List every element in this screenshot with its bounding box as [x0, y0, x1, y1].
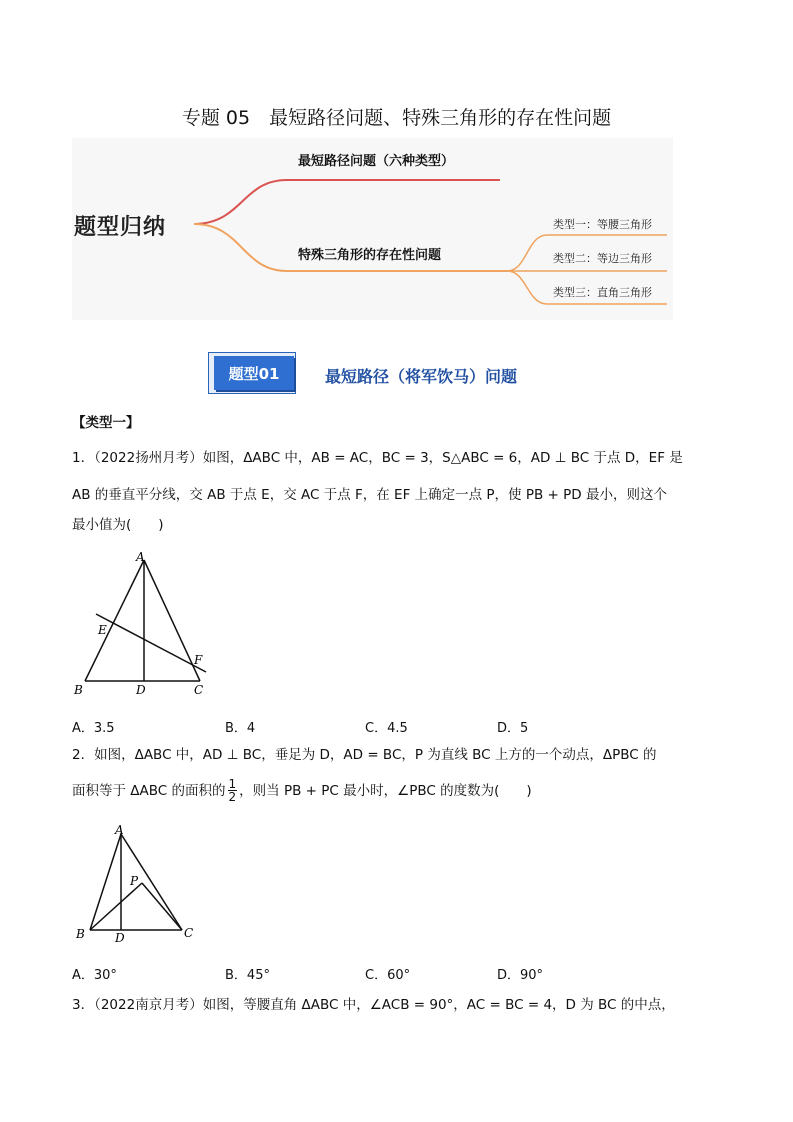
q1-label-d: D	[136, 683, 146, 697]
q2-fraction	[228, 778, 238, 803]
mindmap	[72, 138, 673, 320]
q2-choices	[0, 964, 793, 984]
q1-label-e: E	[98, 623, 107, 637]
q2-choice-d[interactable]: D．90°	[497, 968, 544, 983]
q1-side-ab	[85, 560, 144, 681]
q1-choice-b[interactable]: B．4	[225, 721, 256, 736]
q2-choice-c[interactable]: C．60°	[365, 968, 411, 983]
q2-line2-part-b: ，则当 PB + PC 最小时，∠PBC 的度数为( )	[239, 782, 532, 799]
q2-line1: 2．如图，ΔABC 中，AD ⊥ BC，垂足为 D，AD = BC，P 为直线 BC 上方的一个动点，ΔPBC 的	[72, 747, 657, 763]
q2-line2	[72, 778, 532, 803]
q3-line1: 3．（2022南京月考）如图，等腰直角 ΔABC 中，∠ACB = 90°，AC = BC = 4，D 为 BC 的中点，	[72, 997, 675, 1013]
q2-label-b: B	[76, 927, 85, 941]
q1-line1: 1．（2022扬州月考）如图，ΔABC 中，AB = AC，BC = 3，S△ABC = 6，AD ⊥ BC 于点 D，EF 是	[72, 450, 683, 466]
mindmap-sub1: 类型一：等腰三角形	[553, 218, 652, 231]
mindmap-sub3: 类型三：直角三角形	[553, 286, 652, 299]
q2-label-d: D	[115, 931, 125, 945]
q2-choice-a[interactable]: A．30°	[72, 968, 117, 983]
q2-fraction-denominator: 2	[228, 790, 237, 804]
q2-segment-pc	[142, 883, 182, 930]
mindmap-branch1: 最短路径问题（六种类型）	[298, 154, 455, 169]
q2-choice-b[interactable]: B．45°	[225, 968, 270, 983]
q1-choice-c[interactable]: C．4.5	[365, 721, 408, 736]
q1-label-a: A	[136, 550, 145, 564]
q1-choice-d[interactable]: D．5	[497, 721, 529, 736]
q2-line2-part-a: 面积等于 ΔABC 的面积的	[72, 782, 226, 799]
mindmap-sub2: 类型二：等边三角形	[553, 252, 652, 265]
q2-label-a: A	[115, 823, 124, 837]
q1-label-c: C	[194, 683, 204, 697]
q1-figure	[70, 548, 220, 700]
mindmap-branch2: 特殊三角形的存在性问题	[298, 248, 442, 263]
q1-line-ef	[96, 614, 206, 672]
section-title: 最短路径（将军饮马）问题	[325, 367, 518, 386]
type-label: 【类型一】	[72, 415, 140, 431]
q2-figure	[72, 820, 202, 948]
q1-side-ac	[144, 560, 200, 681]
q2-label-c: C	[184, 926, 194, 940]
q2-fraction-numerator: 1	[228, 777, 237, 791]
badge-label: 题型01	[214, 356, 294, 390]
q1-line2: AB 的垂直平分线，交 AB 于点 E，交 AC 于点 F，在 EF 上确定一点 P，使 PB + PD 最小，则这个	[72, 487, 667, 503]
q2-label-p: P	[130, 874, 139, 888]
q1-choices	[0, 717, 793, 737]
q1-choice-a[interactable]: A．3.5	[72, 721, 115, 736]
q1-line3: 最小值为( )	[72, 517, 164, 533]
q1-label-f: F	[194, 653, 203, 667]
page-title: 专题 05 最短路径问题、特殊三角形的存在性问题	[181, 107, 612, 129]
mindmap-root: 题型归纳	[74, 215, 167, 240]
q1-label-b: B	[74, 683, 83, 697]
section-badge	[208, 352, 300, 396]
branch1-line	[194, 180, 500, 224]
